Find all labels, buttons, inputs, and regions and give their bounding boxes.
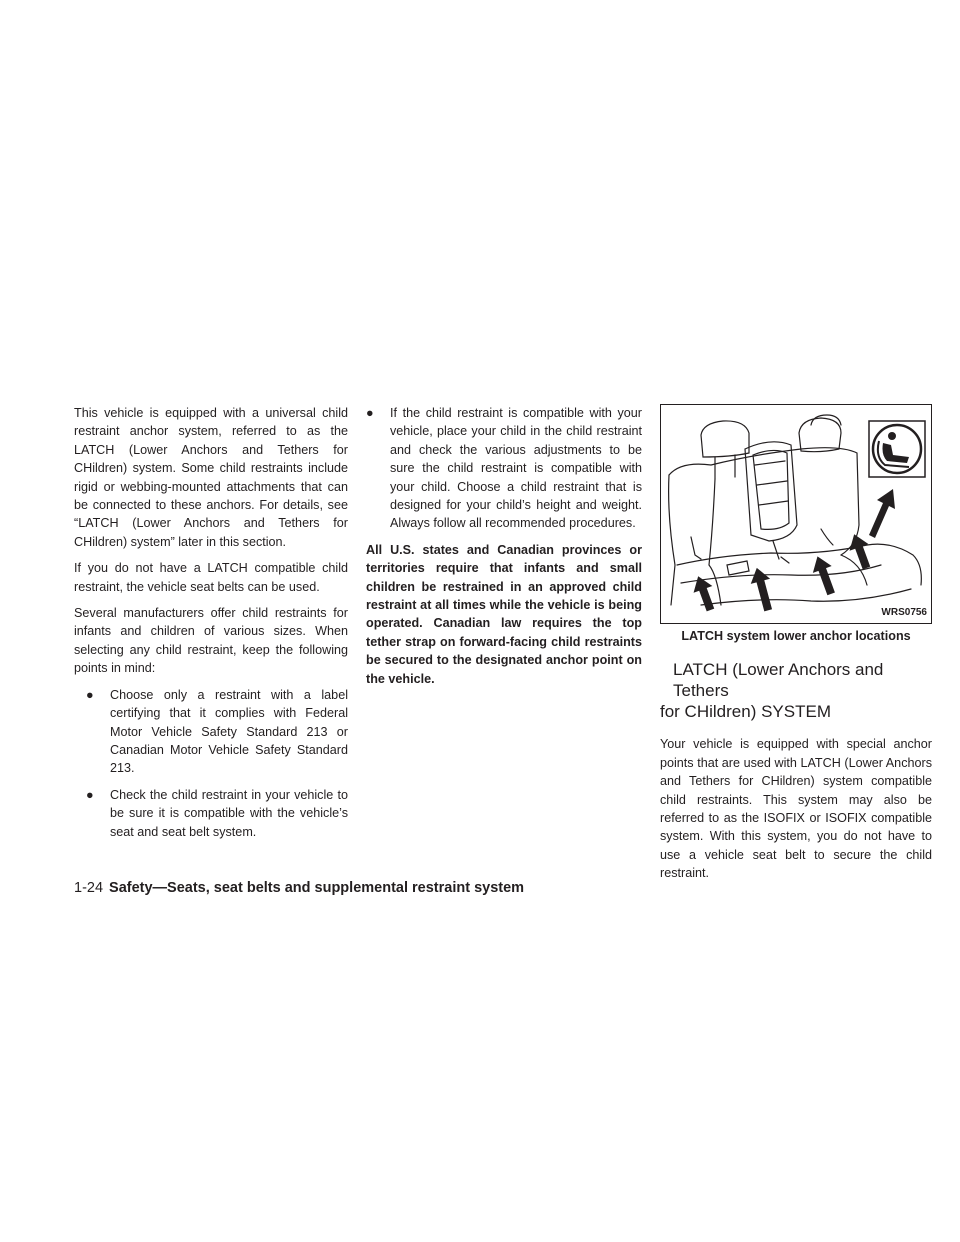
section-heading-line-2: for CHildren) SYSTEM (660, 702, 831, 722)
section-heading-line-1: LATCH (Lower Anchors and Tethers (673, 660, 884, 701)
selection-bullet-list (74, 686, 348, 841)
list-item (366, 404, 642, 533)
column-1 (74, 404, 348, 849)
latch-description-paragraph: Your vehicle is equipped with special anchor points that are used with LATCH (Lower Anchors and Tethers for CHildren) system compatible child restraints. This system may also be referred to as the ISOFIX or ISOFIX compatible system. With this system, you do not have to use a vehicle seat belt to secure the child restraint. (660, 737, 932, 881)
bullet-icon: ● (86, 687, 94, 702)
rear-seat-illustration (661, 405, 931, 623)
bullet-icon: ● (86, 787, 94, 802)
column-2 (366, 404, 642, 696)
latch-anchor-figure (660, 404, 932, 624)
child-seat-icon (869, 421, 925, 477)
intro-paragraph: This vehicle is equipped with a universal child restraint anchor system, referred to as the LATCH (Lower Anchors and Tethers for CHildren) system. Some child restraints include rigid or webbing-mounted attachments that can be connected to these anchors. For details, see “LATCH (Lower Anchors and Tethers for CHildren) system” later in this section. (74, 406, 348, 549)
bullet-icon: ● (366, 406, 374, 420)
section-title: Safety—Seats, seat belts and supplemental restraint system (109, 880, 525, 896)
list-item (86, 686, 348, 778)
list-item-text: Choose only a restraint with a label certifying that it complies with Federal Motor Vehicle Safety Standard 213 or Canadian Motor Vehicle Safety Standard 213. (110, 687, 348, 776)
page-number: 1-24 (74, 880, 104, 896)
selection-paragraph: Several manufacturers offer child restraints for infants and children of various sizes. When selecting any child restraint, keep the following points in mind: (74, 606, 348, 676)
compatibility-bullet-list (366, 404, 642, 533)
figure-code: WRS0756 (881, 606, 927, 618)
section-heading (660, 659, 932, 722)
figure-caption: LATCH system lower anchor locations (681, 629, 911, 643)
legal-warning-text: All U.S. states and Canadian provinces or territories require that infants and small children be restrained in an approved child restraint at all times while the vehicle is being operated. Canadian law requires the top tether strap on forward-facing child restraints be secured to the designated anchor point on the vehicle. (366, 542, 642, 686)
no-latch-paragraph: If you do not have a LATCH compatible child restraint, the vehicle seat belts can be used. (74, 561, 348, 594)
page-footer (74, 880, 524, 896)
list-item-text: Check the child restraint in your vehicle to be sure it is compatible with the vehicle’s seat and seat belt system. (110, 787, 348, 839)
list-item (86, 786, 348, 841)
list-item-text: If the child restraint is compatible with your vehicle, place your child in the child restraint and check the various adjustments to be sure the child restraint is compatible with your child. Choose a child restraint that is designed for your child’s height and weight. Always follow all recommended procedures. (390, 406, 642, 531)
column-3 (660, 404, 932, 891)
